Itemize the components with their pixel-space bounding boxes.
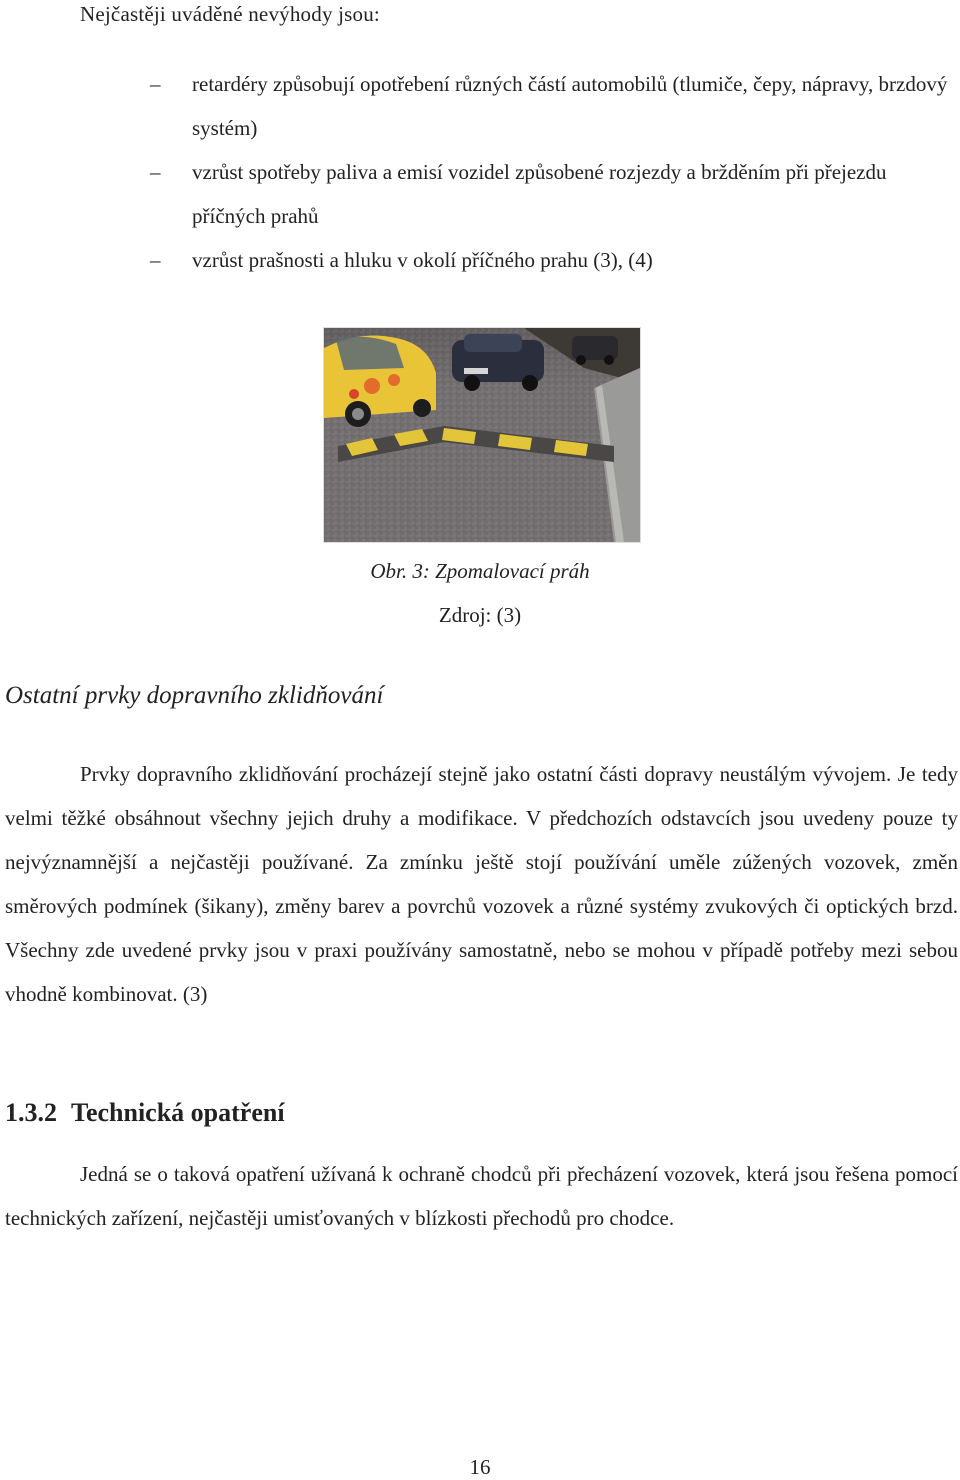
section-number: 1.3.2 xyxy=(5,1098,57,1127)
intro-text: Nejčastěji uváděné nevýhody jsou: xyxy=(80,2,380,26)
dash-bullet: – xyxy=(150,72,161,96)
subheading: Ostatní prvky dopravního zklidňování xyxy=(5,682,384,709)
list-item xyxy=(150,238,950,282)
page-number: 16 xyxy=(469,1455,491,1479)
paragraph xyxy=(5,752,958,1016)
paragraph-text: Prvky dopravního zklidňování procházejí stejně jako ostatní části dopravy neustálým vývojem. Je tedy velmi těžké obsáhnout všechny jejich druhy a modifikace. V předchozích odstavcích jsou uvedeny pouze ty nejvýznamnější a nejčastěji používané. Za zmínku ještě stojí používání uměle zúžených vozovek, změn směrových podmínek (šikany), změny barev a povrchů vozovek a různé systémy zvukových či optických brzd. Všechny zde uvedené prvky jsou v praxi používány samostatně, nebo se mohou v případě potřeby mezi sebou vhodně kombinovat. (3) xyxy=(5,762,958,1006)
dash-bullet: – xyxy=(150,160,161,184)
list-item-text: retardéry způsobují opotřebení různých částí automobilů (tlumiče, čepy, nápravy, brzdový systém) xyxy=(192,72,948,140)
section-heading xyxy=(5,1098,285,1128)
list-item xyxy=(150,62,950,150)
dash-bullet: – xyxy=(150,248,161,272)
paragraph xyxy=(5,1152,958,1240)
disadvantages-list xyxy=(150,62,950,282)
speed-bump-photo xyxy=(323,327,641,543)
figure-caption: Obr. 3: Zpomalovací práh xyxy=(370,559,590,583)
figure-source: Zdroj: (3) xyxy=(438,603,522,627)
list-item-text: vzrůst spotřeby paliva a emisí vozidel způsobené rozjezdy a bržděním při přejezdu příčných prahů xyxy=(192,160,887,228)
yellow-taxi xyxy=(324,336,436,428)
section-title: Technická opatření xyxy=(71,1098,285,1127)
figure-caption-block xyxy=(0,556,960,630)
list-item-text: vzrůst prašnosti a hluku v okolí příčného prahu (3), (4) xyxy=(192,248,653,272)
list-item xyxy=(150,150,950,238)
paragraph-text: Jedná se o taková opatření užívaná k ochraně chodců při přecházení vozovek, která jsou řešena pomocí technických zařízení, nejčastěji umisťovaných v blízkosti přechodů pro chodce. xyxy=(5,1162,958,1230)
